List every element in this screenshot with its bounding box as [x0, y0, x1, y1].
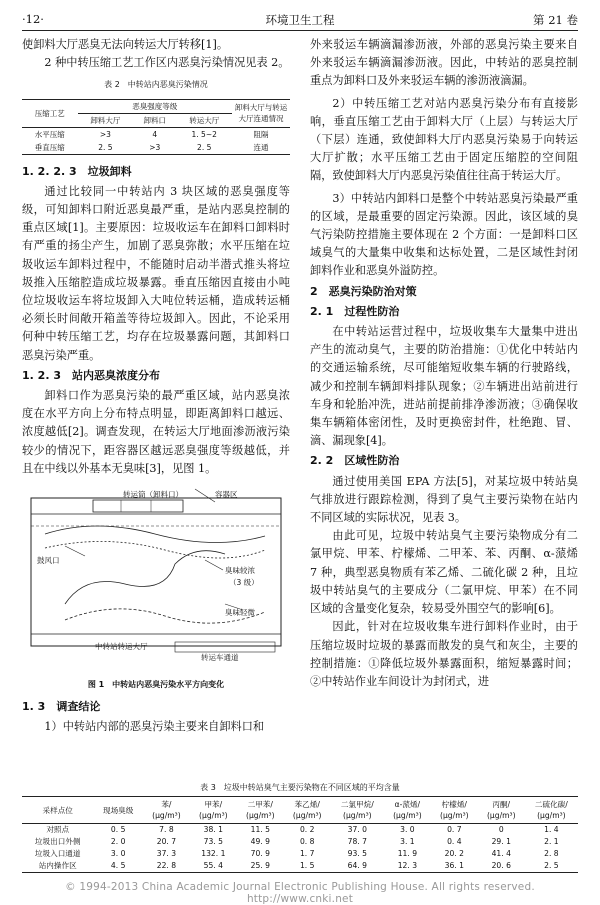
paragraph: 因此，针对在垃圾收集车进行卸料作业时，由于压缩垃圾时垃圾的暴露而散发的臭气和灰尘，主要的控制措施：①降低垃圾外暴露面积，缩短暴露时间；②中转站作业车间设计为封闭式，进	[310, 620, 578, 688]
section-heading: 1. 3 调查结论	[22, 700, 101, 714]
table-cell: 20. 7	[156, 837, 177, 846]
odor-contour-2	[45, 542, 265, 559]
table-cell: 0. 4	[447, 837, 462, 846]
table-cell: 2. 5	[98, 142, 113, 152]
table3-block	[22, 782, 578, 905]
table-cell: 38. 1	[203, 825, 223, 834]
table-row	[22, 824, 578, 837]
table-cell: 站内操作区	[38, 861, 77, 870]
paragraph: 通过使用美国 EPA 方法[5]，对某垃圾中转站臭气排放进行跟踪检测，得到了臭气主要污染物在站内不同区域的实际状况，见表 3。	[310, 474, 578, 525]
table-cell: 36. 1	[444, 861, 464, 870]
table-header: 压缩工艺	[22, 99, 78, 127]
volume-label: 第 21 卷	[533, 13, 578, 27]
table-cell: 垃圾入口通道	[34, 849, 81, 858]
table-cell: 4. 5	[110, 861, 126, 870]
table-cell: 73. 5	[203, 837, 223, 846]
section-heading: 1. 2. 3 站内恶臭浓度分布	[22, 368, 160, 382]
table-header: 柠檬烯/ (μg/m³)	[431, 797, 478, 824]
table-header: 卸料大厅与转运大厅连通情况	[232, 99, 290, 127]
table2	[22, 99, 290, 155]
figure-1	[25, 484, 287, 692]
odor-contour-1	[45, 526, 265, 543]
table3	[22, 796, 578, 873]
paragraph: 3）中转站内卸料口是整个中转站恶臭污染最严重的区域，是最重要的固定污染源。因此，该区域的臭气污染防控措施主要体现在 2 个方面：一是卸料口区域臭气的大量集中收集和达标处置，二是区域性封闭卸料作业和恶臭外溢防控。	[310, 191, 578, 278]
table-header: 甲苯/ (μg/m³)	[190, 797, 237, 824]
label-fan: 鼓风口	[37, 556, 60, 566]
table-row	[22, 127, 290, 141]
table-cell: 3. 1	[400, 837, 415, 846]
table-header: 现场臭级	[93, 797, 143, 824]
page-header	[22, 8, 578, 30]
table-row	[22, 836, 578, 848]
table-cell: 70. 9	[250, 849, 270, 858]
table-cell: 1. 4	[544, 825, 559, 834]
table-cell: 垃圾出口外侧	[34, 837, 81, 846]
table-cell: >3	[149, 142, 161, 152]
table-cell: 2. 8	[544, 849, 559, 858]
table-cell: 12. 3	[397, 861, 418, 870]
table-header-row	[22, 797, 578, 824]
label-grade: （3 级）	[229, 578, 259, 588]
table-cell: 22. 8	[156, 861, 177, 870]
table-header: 恶臭强度等级	[78, 99, 232, 113]
table-header: 采样点位	[22, 797, 93, 824]
table-cell: 49. 9	[250, 837, 270, 846]
table-cell: 41. 4	[491, 849, 511, 858]
table-header: 卸料口	[133, 113, 176, 127]
table-cell: 25. 9	[250, 861, 270, 870]
paragraph: 2 种中转压缩工艺工作区内恶臭污染情况见表 2。	[44, 56, 290, 70]
right-column	[310, 36, 578, 691]
table-cell: 29. 1	[491, 837, 511, 846]
table3-caption: 表 3 垃圾中转站臭气主要污染物在不同区域的平均含量	[200, 783, 400, 792]
paragraph: 在中转站运营过程中，垃圾收集车大量集中进出产生的流动臭气，主要的防治措施：①优化中转站内的交通运输系统，尽可能缩短收集车辆的行驶路线，减少和控制车辆卸料排队现象；②车辆进出站前进行车身和轮胎冲洗，进站前提前排净渗沥液；③确保收集车辆箱体密闭性，及时更换密封件，杜绝跑、冒、滴、漏现象[4]。	[310, 325, 578, 448]
table-header: 苯乙烯/ (μg/m³)	[284, 797, 331, 824]
table3-body	[22, 824, 578, 873]
header-rule	[22, 30, 578, 31]
table-cell: 64. 9	[347, 861, 367, 870]
table-cell: 0. 7	[447, 825, 462, 834]
table-cell: 1. 5	[299, 861, 315, 870]
table-row	[22, 848, 578, 860]
table-cell: 0. 2	[299, 825, 315, 834]
paragraph: 卸料口作为恶臭污染的最严重区域，站内恶臭浓度在水平方向上分布特点明显，即距离卸料口越远、浓度越低[2]。调查发现，在转运大厅地面渗沥液污染较少的情况下，距容器区越远恶臭强度等级越低，并且在中线以外基本无臭味[3]，见图 1。	[22, 389, 290, 475]
table-row	[22, 141, 290, 155]
page-number: ·12·	[22, 12, 44, 26]
section-heading: 1. 2. 2. 3 垃圾卸料	[22, 164, 132, 178]
table-header: 二甲苯/ (μg/m³)	[237, 797, 284, 824]
table-cell: 20. 6	[491, 861, 511, 870]
table-cell: 37. 3	[156, 849, 177, 858]
paragraph: 2）中转压缩工艺对站内恶臭污染分布有直接影响，垂直压缩工艺由于卸料大厅（上层）与转运大厅（下层）连通，致使卸料大厅内恶臭污染易于向转运大厅扩散；水平压缩工艺由于固定压缩腔的空间阻隔，致使卸料大厅内恶臭污染值往往高于转运大厅。	[310, 96, 578, 183]
table-cell: 0	[498, 825, 504, 834]
label-lane: 转运车通道	[201, 653, 239, 663]
table-cell: 55. 4	[203, 861, 223, 870]
label-hall: 中转站转运大厅	[95, 642, 148, 652]
table-cell: 连通	[253, 142, 269, 152]
table-cell: 水平压缩	[34, 129, 65, 139]
table-cell: 93. 5	[347, 849, 367, 858]
table-cell: 11. 5	[250, 825, 270, 834]
left-column	[22, 36, 290, 736]
odor-contour-3	[65, 551, 225, 604]
table-cell: 1. 5~2	[191, 129, 217, 139]
paragraph: 1）中转站内部的恶臭污染主要来自卸料口和	[44, 720, 265, 734]
table-cell: 0. 8	[299, 837, 315, 846]
table-cell: 0. 5	[110, 825, 126, 834]
table-cell: 37. 0	[347, 825, 367, 834]
journal-title: 环境卫生工程	[265, 13, 335, 27]
section-heading: 2 恶臭污染防治对策	[310, 284, 417, 298]
table-row	[22, 860, 578, 873]
label-container: 容器区	[215, 490, 238, 500]
table-header: 卸料大厅	[78, 113, 134, 127]
table-header: 二硫化碳/ (μg/m³)	[525, 797, 578, 824]
table-cell: 4	[152, 129, 158, 139]
table-cell: 2. 5	[197, 142, 212, 152]
table-cell: 3. 0	[400, 825, 415, 834]
table-cell: 对照点	[46, 825, 70, 834]
table-cell: 3. 0	[110, 849, 126, 858]
table-header: α-蒎烯/ (μg/m³)	[384, 797, 431, 824]
table-header: 丙酮/ (μg/m³)	[478, 797, 525, 824]
table-header: 苯/ (μg/m³)	[143, 797, 190, 824]
table-cell: 11. 9	[397, 849, 418, 858]
table-cell: >3	[99, 129, 111, 139]
table-cell: 阻隔	[253, 129, 269, 139]
table-cell: 2. 1	[544, 837, 559, 846]
label-strong: 臭味较浓	[225, 566, 255, 576]
label-weak: 臭味轻微	[225, 608, 255, 618]
table-cell: 1. 7	[299, 849, 315, 858]
table2-caption: 表 2 中转站内恶臭污染情况	[104, 80, 208, 90]
table-cell: 20. 2	[444, 849, 464, 858]
table-cell: 7. 8	[159, 825, 174, 834]
table-header: 转运大厅	[176, 113, 232, 127]
copyright-footer: © 1994-2013 China Academic Journal Electronic Publishing House. All rights reserved. http://www.cnki.net	[65, 881, 535, 905]
table-header: 二氯甲烷/ (μg/m³)	[331, 797, 384, 824]
paragraph: 通过比较同一中转站内 3 块区域的恶臭强度等级，可知卸料口附近恶臭最严重，是站内恶臭控制的重点区域[1]。主要原因：垃圾收运车在卸料口卸料时有严重的扬尘产生，加剧了恶臭弥散；水平压缩在垃圾收运车卸料过程中，不能随时启动半潜式推头将垃圾推入压缩腔造成垃圾暴露。垂直压缩因直接由小吨位垃圾收运车将垃圾卸入大吨位转运桶，造成转运桶必须长时间敞开箱盖等待垃圾卸入。因此，不论采用何种中转压缩工艺，均存在垃圾暴露问题，其卸料口恶臭污染严重。	[22, 184, 290, 362]
table-cell: 78. 7	[347, 837, 367, 846]
paragraph: 外来驳运车辆滴漏渗沥液，外部的恶臭污染主要来自外来驳运车辆滴漏渗沥液。因此，中转站的恶臭控制重点为卸料口及外来驳运车辆的渗沥液滴漏。	[310, 38, 578, 88]
section-heading: 2. 1 过程性防治	[310, 304, 400, 318]
label-hopper: 转运筒（卸料口）	[123, 490, 183, 500]
paragraph: 由此可见，垃圾中转站臭气主要污染物成分有二氯甲烷、甲苯、柠檬烯、二甲苯、苯、丙酮、α-蒎烯 7 种，典型恶臭物质有苯乙烯、二硫化碳 2 种，且垃圾中转站臭气的主要成分（二氯甲烷、甲苯）在不同区域的含量变化复杂，较易受外围空气的影响[6]。	[310, 529, 578, 616]
paragraph: 使卸料大厅恶臭无法向转运大厅转移[1]。	[22, 38, 229, 51]
section-heading: 2. 2 区域性防治	[310, 454, 400, 468]
table-cell: 2. 0	[110, 837, 126, 846]
figure-caption: 图 1 中转站内恶臭污染水平方向变化	[87, 680, 225, 690]
table-cell: 2. 5	[544, 861, 559, 870]
table-cell: 132. 1	[201, 849, 226, 858]
table-cell: 垂直压缩	[34, 142, 65, 152]
